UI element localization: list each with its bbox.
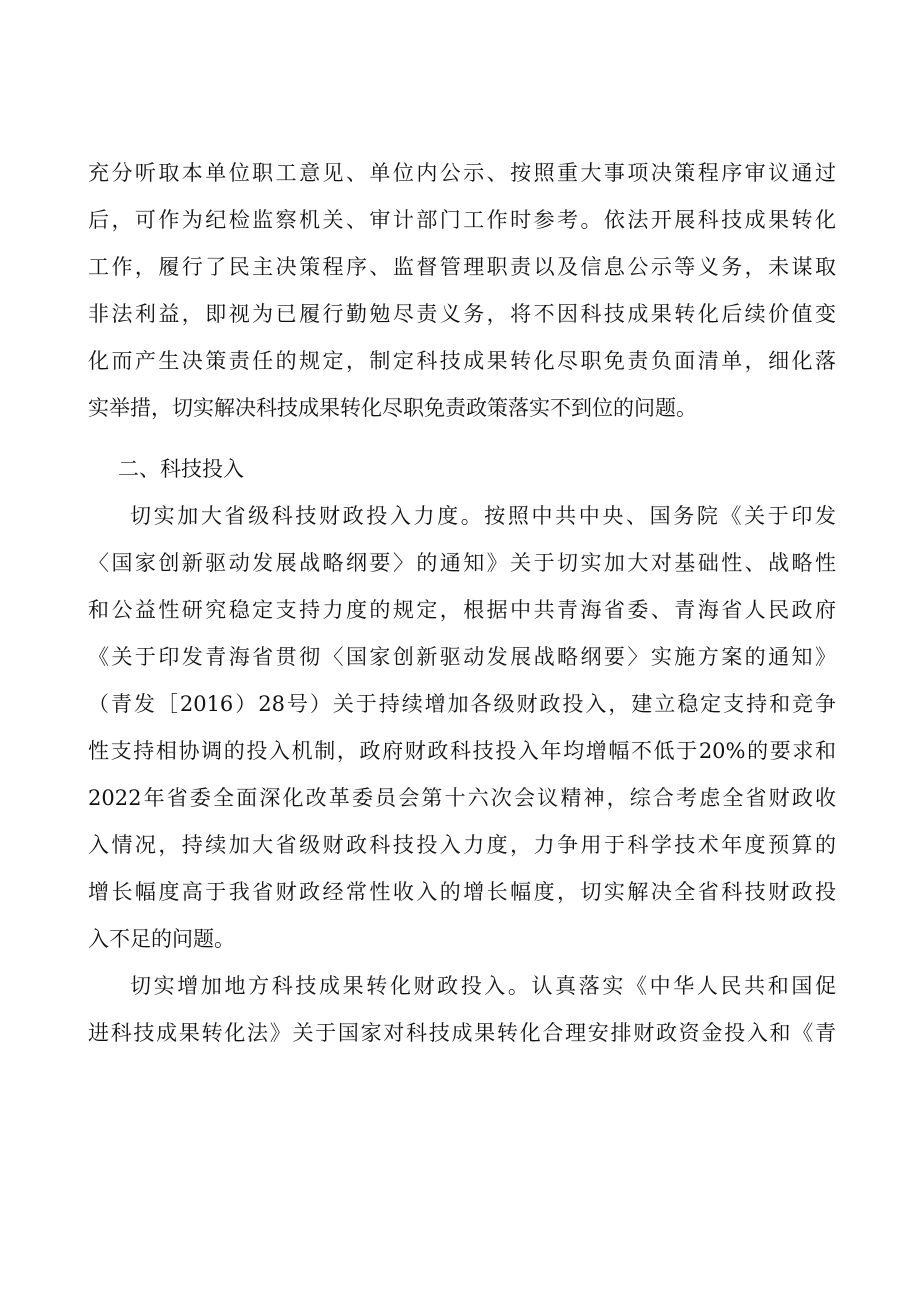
paragraph-line: 《关于印发青海省贯彻〈国家创新驱动发展战略纲要〉实施方案的通知》: [88, 645, 836, 669]
section-heading: 二、科技投入: [118, 457, 244, 481]
paragraph-line: 增长幅度高于我省财政经常性收入的增长幅度，切实解决全省科技财政投: [88, 880, 836, 904]
paragraph-line: （青发［2016）28号）关于持续增加各级财政投入，建立稳定支持和竞争: [88, 692, 836, 716]
paragraph-line: 非法利益，即视为已履行勤勉尽责义务，将不因科技成果转化后续价值变: [88, 302, 836, 326]
paragraph-line: 〈国家创新驱动发展战略纲要〉的通知》关于切实加大对基础性、战略性: [88, 551, 836, 575]
paragraph-line: 化而产生决策责任的规定，制定科技成果转化尽职免责负面清单，细化落: [88, 349, 836, 373]
paragraph-line: 2022年省委全面深化改革委员会第十六次会议精神，综合考虑全省财政收: [88, 786, 836, 810]
paragraph-line: 工作，履行了民主决策程序、监督管理职责以及信息公示等义务，未谋取: [88, 255, 836, 279]
paragraph-line: 入不足的问题。: [88, 927, 235, 951]
paragraph-provincial-investment: [88, 493, 836, 963]
paragraph-local-investment: [88, 963, 836, 1057]
paragraph-line: 充分听取本单位职工意见、单位内公示、按照重大事项决策程序审议通过: [88, 161, 836, 185]
document-body: [88, 150, 836, 1057]
paragraph-transfer-responsibility: [88, 150, 836, 432]
paragraph-line: 和公益性研究稳定支持力度的规定，根据中共青海省委、青海省人民政府: [88, 598, 836, 622]
paragraph-line: 进科技成果转化法》关于国家对科技成果转化合理安排财政资金投入和《青: [88, 1021, 836, 1045]
paragraph-line: 性支持相协调的投入机制，政府财政科技投入年均增幅不低于20%的要求和: [88, 739, 836, 763]
paragraph-line: 后，可作为纪检监察机关、审计部门工作时参考。依法开展科技成果转化: [88, 208, 836, 232]
paragraph-line: 入情况，持续加大省级财政科技投入力度，力争用于科学技术年度预算的: [88, 833, 836, 857]
paragraph-line: 切实加大省级科技财政投入力度。按照中共中央、国务院《关于印发: [130, 504, 836, 528]
paragraph-line: 实举措，切实解决科技成果转化尽职免责政策落实不到位的问题。: [88, 396, 697, 420]
paragraph-line: 切实增加地方科技成果转化财政投入。认真落实《中华人民共和国促: [130, 974, 836, 998]
